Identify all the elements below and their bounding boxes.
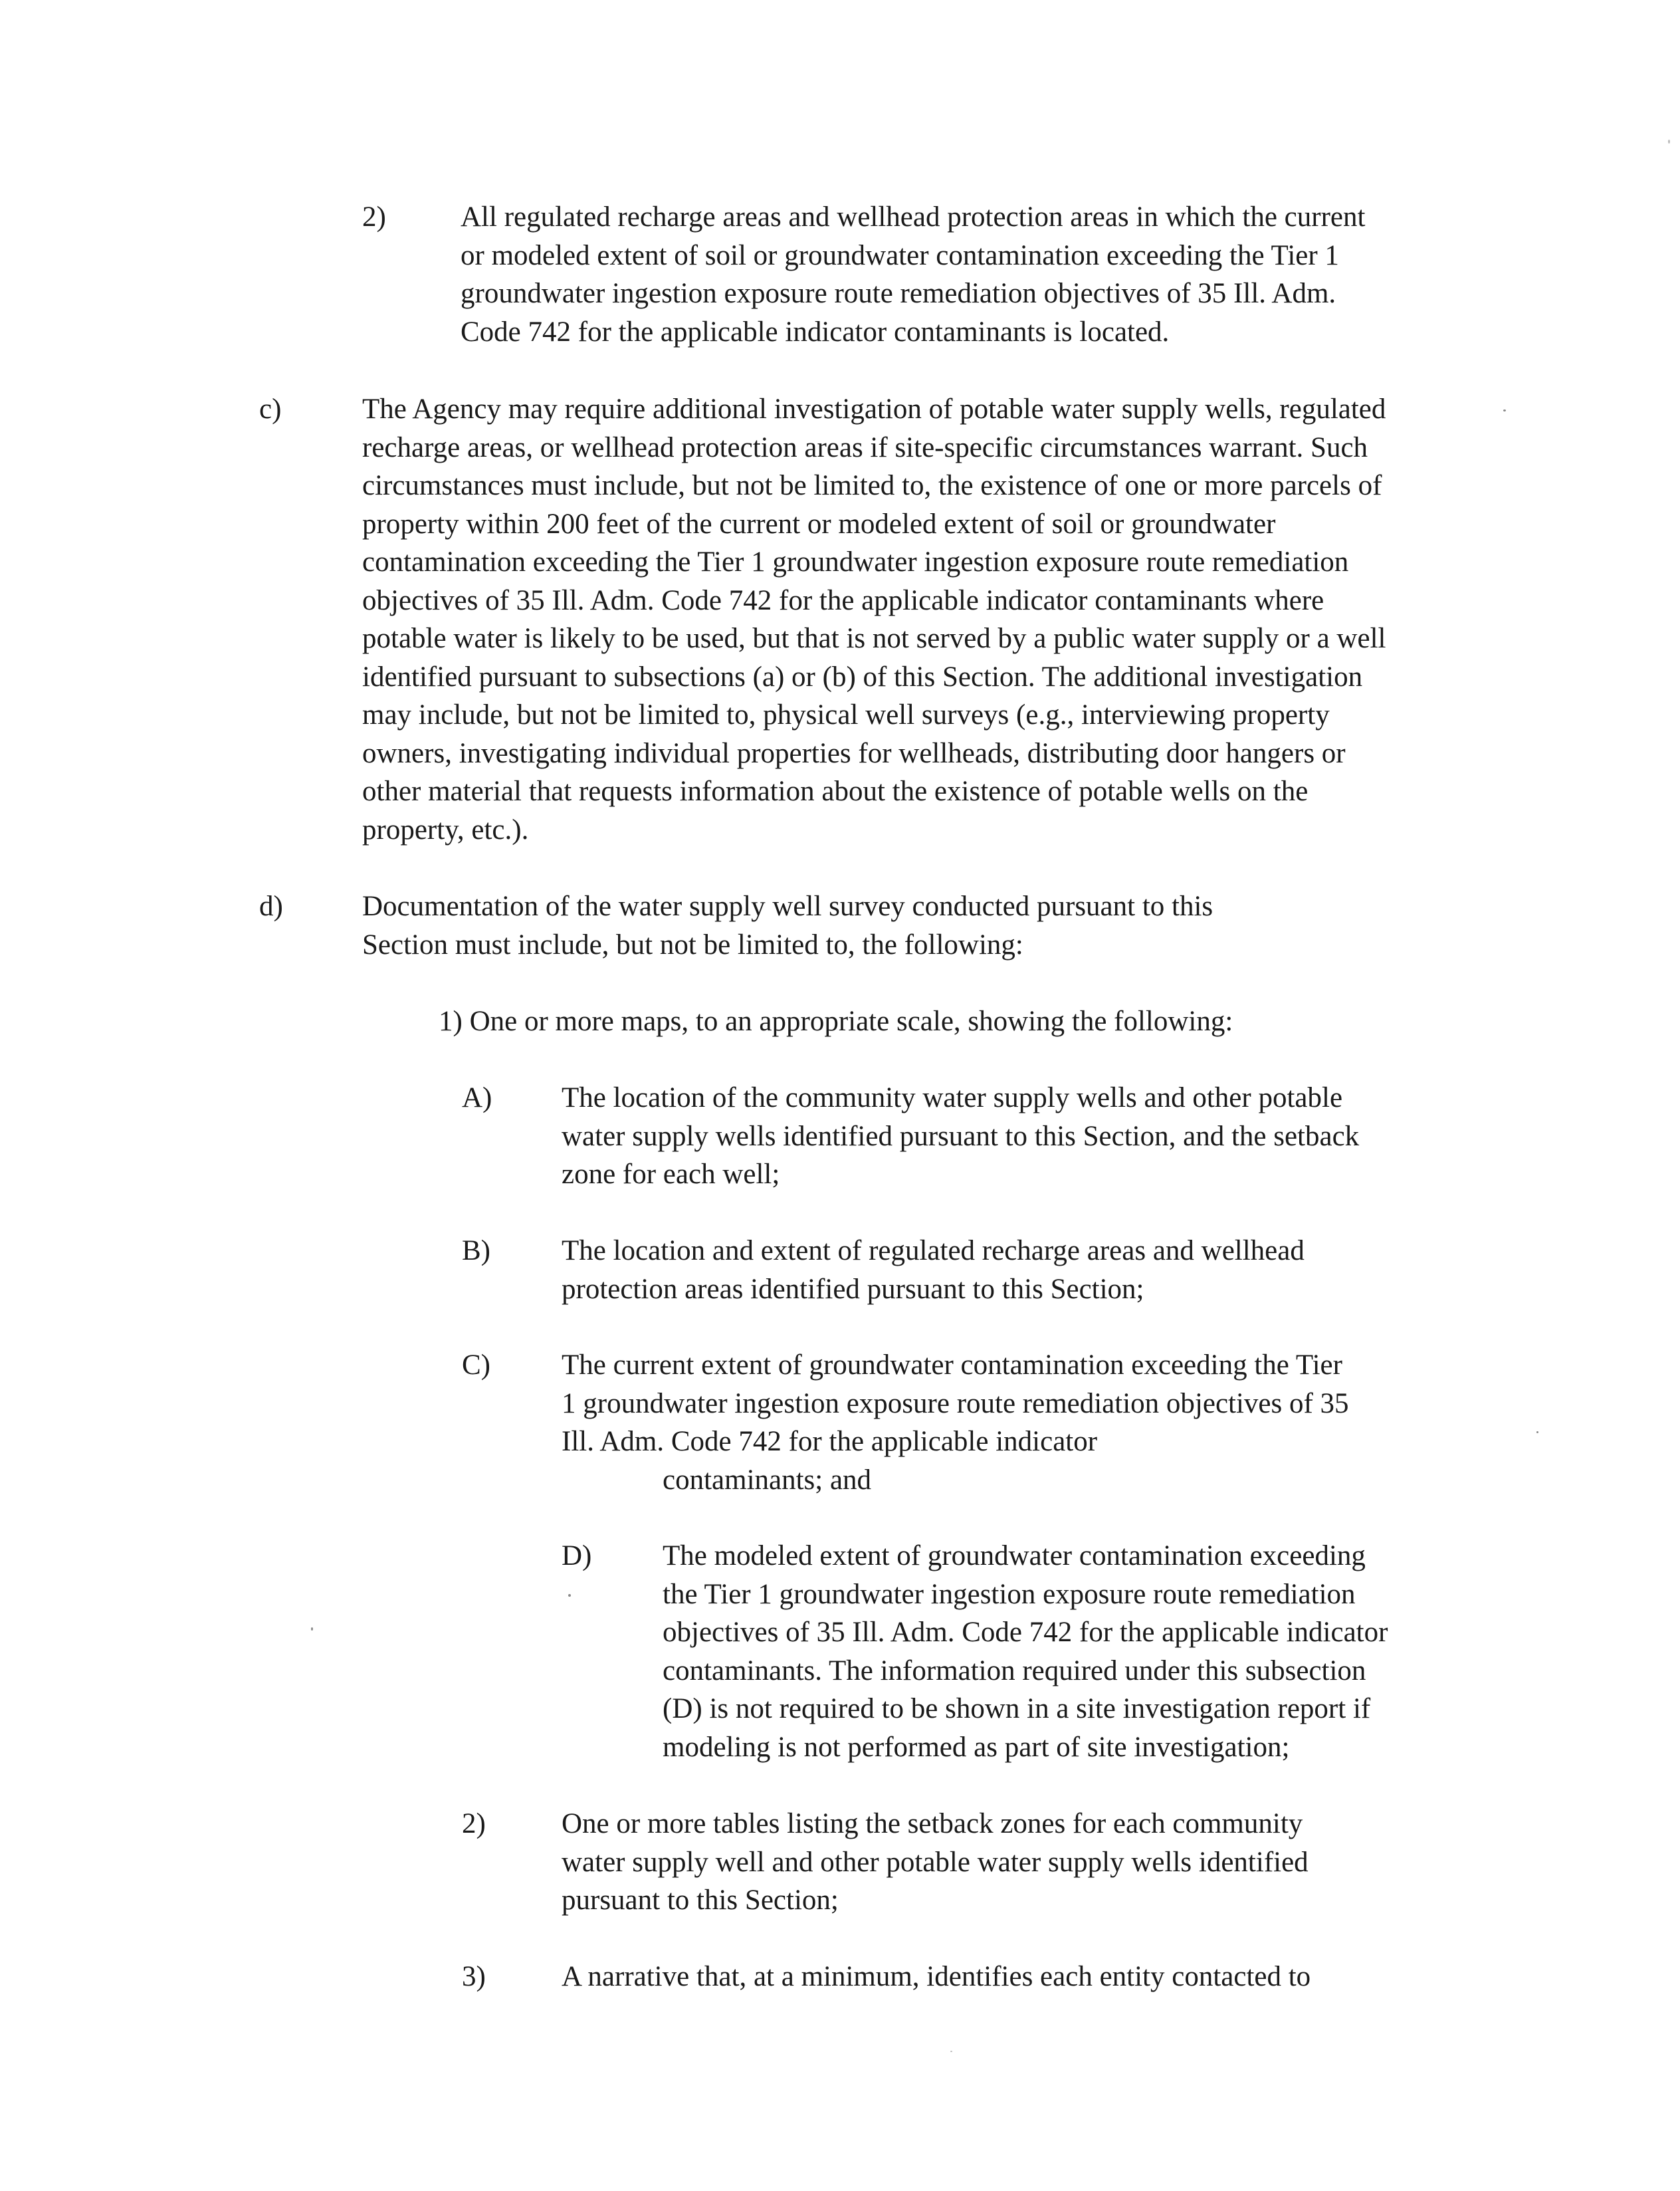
text-line: identified pursuant to subsections (a) or (b) of this Section. The additional investigation (362, 661, 1363, 693)
text-line: modeling is not performed as part of site investigation; (663, 1731, 1290, 1763)
text-line: The modeled extent of groundwater contamination exceeding (663, 1540, 1366, 1571)
text-line: contaminants; and (663, 1464, 872, 1496)
scan-speck (1503, 409, 1506, 411)
item-1-text (439, 1002, 1233, 1041)
scan-speck (1536, 1431, 1538, 1433)
text-line: groundwater ingestion exposure route remediation objectives of 35 Ill. Adm. (461, 278, 1336, 309)
item-A-text (562, 1079, 1359, 1194)
text-line: The Agency may require additional investigation of potable water supply wells, regulated (362, 394, 1386, 425)
text-line: The location of the community water supply wells and other potable (562, 1082, 1343, 1113)
text-line: Ill. Adm. Code 742 for the applicable indicator (562, 1426, 1098, 1457)
subsection-c-text (362, 390, 1386, 849)
text-line: potable water is likely to be used, but that is not served by a public water supply or a well (362, 623, 1386, 654)
text-line: The location and extent of regulated recharge areas and wellhead (562, 1235, 1305, 1266)
text-line: pursuant to this Section; (562, 1885, 839, 1916)
text-line: circumstances must include, but not be limited to, the existence of one or more parcels of (362, 470, 1382, 501)
text-line: zone for each well; (562, 1159, 780, 1190)
text-line: One or more tables listing the setback zones for each community (562, 1808, 1303, 1839)
text-line: protection areas identified pursuant to this Section; (562, 1273, 1144, 1305)
text-line: Code 742 for the applicable indicator contaminants is located. (461, 316, 1170, 348)
text-line: objectives of 35 Ill. Adm. Code 742 for the applicable indicator (663, 1617, 1388, 1648)
item-label: B) (462, 1235, 490, 1266)
text-line: A narrative that, at a minimum, identifies each entity contacted to (562, 1961, 1311, 1992)
text-line: objectives of 35 Ill. Adm. Code 742 for the applicable indicator contaminants where (362, 584, 1324, 616)
item-D-text (663, 1537, 1388, 1766)
text-line: contamination exceeding the Tier 1 groundwater ingestion exposure route remediation (362, 546, 1349, 578)
text-line: All regulated recharge areas and wellhead protection areas in which the current (461, 201, 1366, 233)
scan-speck (311, 1627, 313, 1631)
text-line: property within 200 feet of the current or modeled extent of soil or groundwater (362, 508, 1276, 540)
text-line: water supply wells identified pursuant to this Section, and the setback (562, 1120, 1360, 1152)
item-2-text (461, 198, 1365, 351)
text-line: The current extent of groundwater contamination exceeding the Tier (562, 1349, 1342, 1381)
item-label: 2) (462, 1808, 486, 1839)
text-line: other material that requests information about the existence of potable wells on the (362, 776, 1309, 807)
item-label: A) (462, 1082, 492, 1113)
subsection-label: d) (259, 891, 283, 922)
scan-speck (1668, 140, 1670, 144)
scan-speck (568, 1594, 571, 1597)
text-line: recharge areas, or wellhead protection areas if site-specific circumstances warrant. Such (362, 431, 1368, 463)
subsection-d-text (362, 887, 1213, 964)
text-line: may include, but not be limited to, physical well surveys (e.g., interviewing property (362, 699, 1330, 731)
item-label: 2) (362, 201, 386, 233)
item-2-tables-text (562, 1805, 1309, 1920)
item-3-text (562, 1958, 1311, 1996)
text-line: 1) One or more maps, to an appropriate scale, showing the following: (439, 1006, 1233, 1037)
text-line: Section must include, but not be limited to, the following: (362, 929, 1023, 961)
subsection-label: c) (259, 394, 282, 425)
text-line: 1 groundwater ingestion exposure route remediation objectives of 35 (562, 1387, 1349, 1419)
item-label: C) (462, 1349, 490, 1381)
text-line: Documentation of the water supply well survey conducted pursuant to this (362, 891, 1213, 922)
text-line: owners, investigating individual properties for wellheads, distributing door hangers or (362, 737, 1346, 769)
item-C-text (562, 1346, 1349, 1499)
scan-speck (950, 2051, 952, 2052)
text-line: or modeled extent of soil or groundwater contamination exceeding the Tier 1 (461, 239, 1339, 271)
text-line: water supply well and other potable water supply wells identified (562, 1846, 1309, 1878)
item-label: D) (562, 1540, 592, 1571)
text-line: contaminants. The information required under this subsection (663, 1655, 1366, 1686)
text-line: the Tier 1 groundwater ingestion exposure route remediation (663, 1578, 1356, 1610)
item-label: 3) (462, 1961, 486, 1992)
text-line: (D) is not required to be shown in a site investigation report if (663, 1693, 1371, 1724)
item-B-text (562, 1232, 1305, 1308)
text-line: property, etc.). (362, 814, 529, 846)
